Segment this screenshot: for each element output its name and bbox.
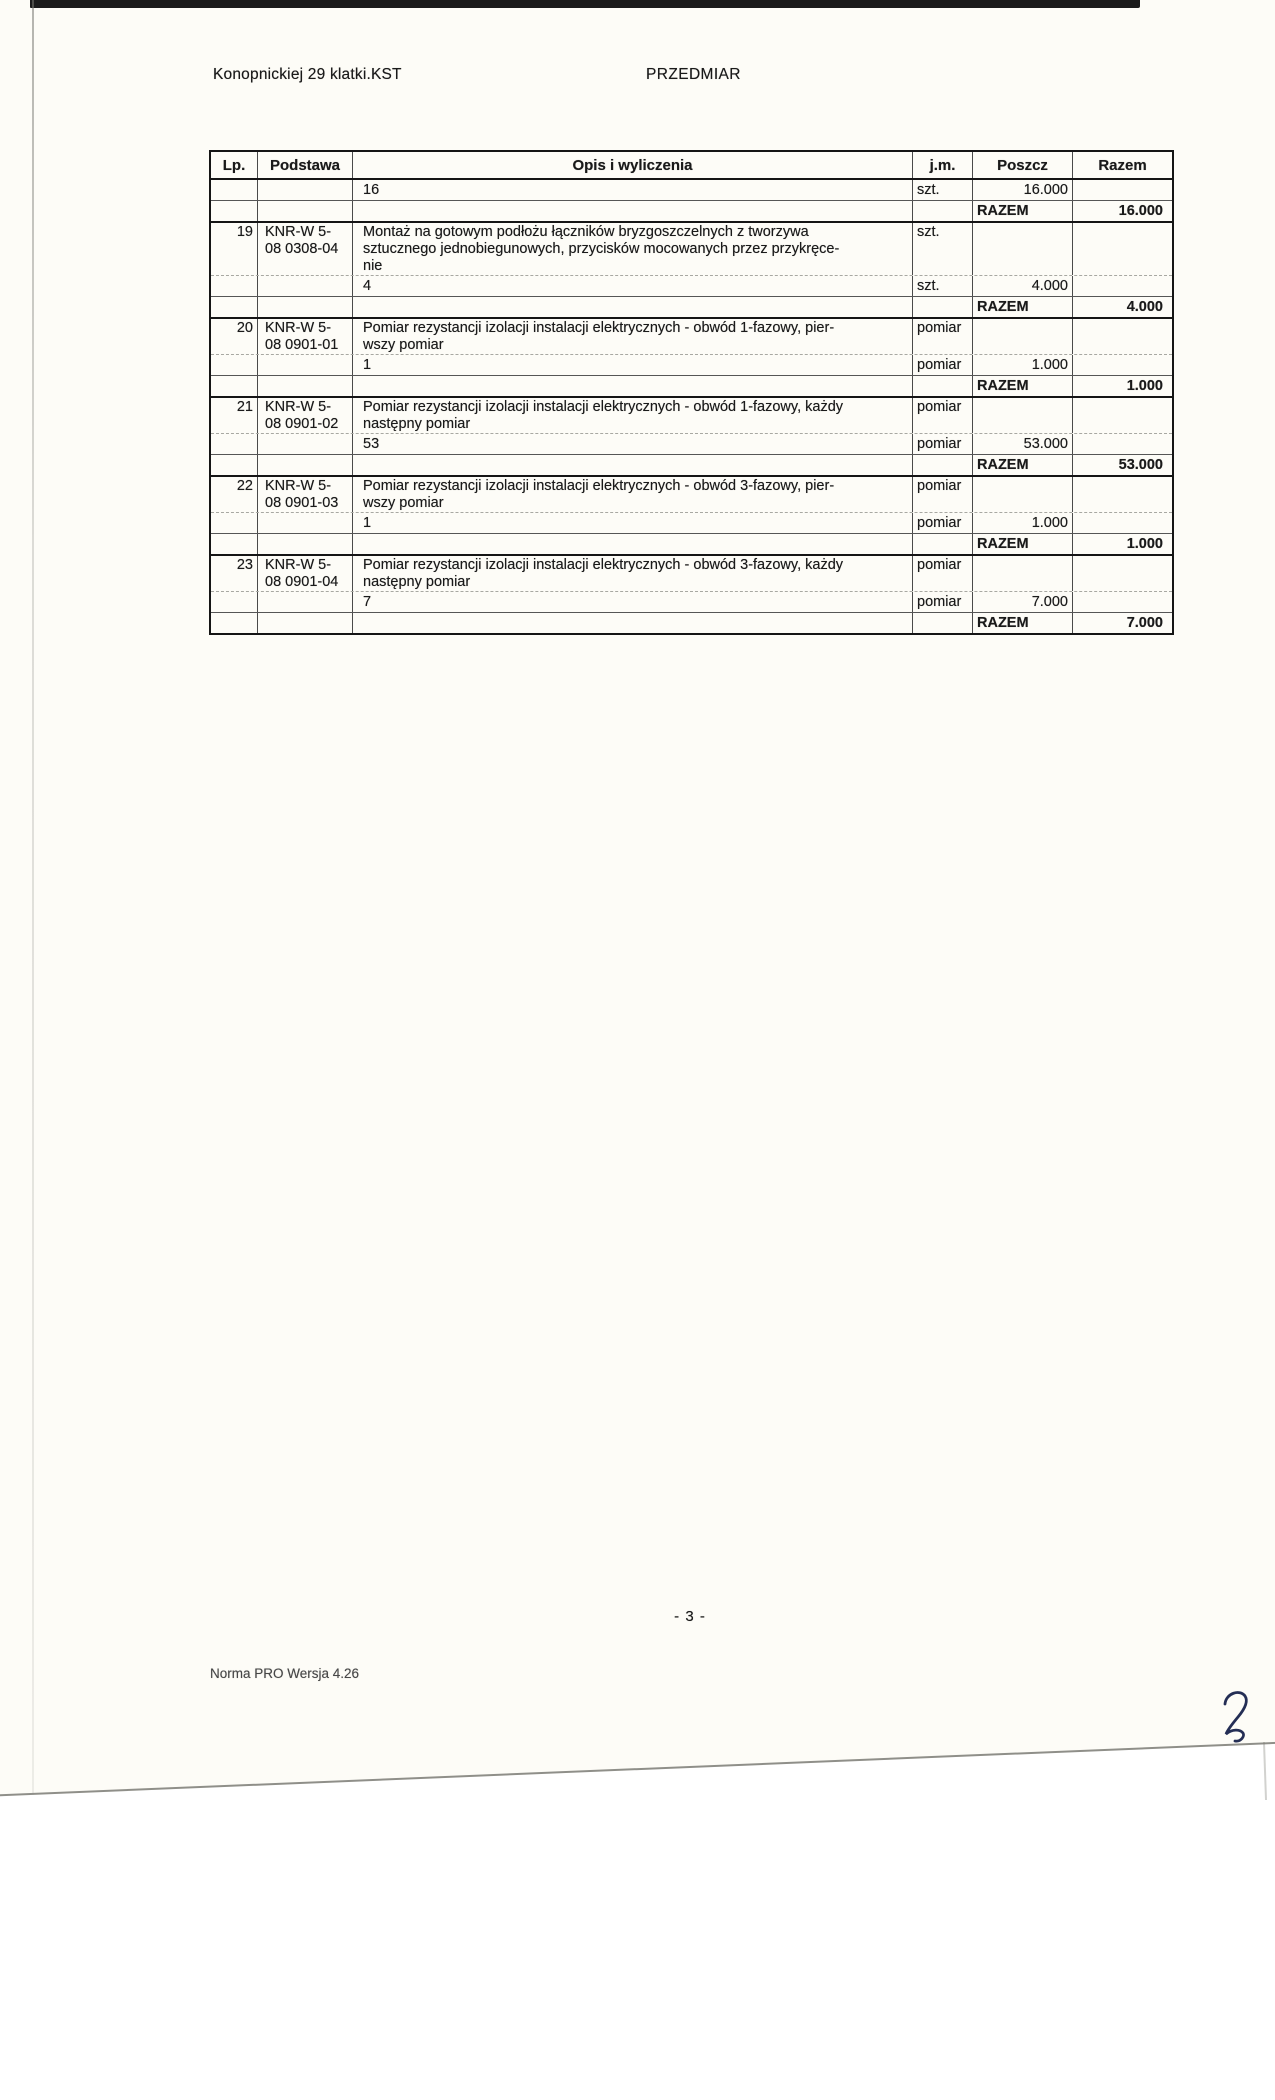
poszcz-cell: [973, 477, 1073, 512]
poszcz-value-cell: 53.000: [973, 434, 1073, 454]
page-number: - 3 -: [674, 1608, 706, 1625]
poszcz-cell: [973, 398, 1073, 433]
razem-label-cell: RAZEM: [973, 534, 1073, 554]
razem-cell: [1073, 180, 1172, 200]
text-line: nie: [363, 258, 383, 274]
column-header-lp: Lp.: [211, 152, 258, 178]
calc-expression-cell: 7: [353, 592, 913, 612]
razem-cell: [1073, 398, 1172, 433]
podstawa-cell: [258, 434, 353, 454]
przedmiar-table: [209, 150, 1174, 635]
lp-cell: [211, 455, 258, 475]
lp-cell: [211, 355, 258, 375]
lp-cell: [211, 398, 258, 433]
text-line: KNR-W 5-: [265, 557, 332, 573]
poszcz-cell: [973, 223, 1073, 275]
text-line: 08 0901-03: [265, 495, 339, 511]
unit-cell: [913, 201, 973, 221]
column-header-poszcz: Poszcz: [973, 152, 1073, 178]
unit-cell: pomiar: [913, 513, 973, 533]
text-line: pomiar: [917, 557, 962, 573]
razem-label-cell: RAZEM: [973, 376, 1073, 396]
description-cell: [353, 455, 913, 475]
description-cell: [353, 398, 913, 433]
document-type-heading: PRZEDMIAR: [646, 66, 741, 83]
poszcz-value-cell: 7.000: [973, 592, 1073, 612]
position-description-row: [211, 556, 1172, 591]
text-line: Pomiar rezystancji izolacji instalacji elektrycznych - obwód 1-fazowy, każdy: [363, 399, 844, 415]
scan-left-edge-artifact: [32, 0, 34, 1795]
razem-cell: [1073, 556, 1172, 591]
position-description-row: [211, 223, 1172, 275]
razem-cell: [1073, 319, 1172, 354]
razem-cell: [1073, 477, 1172, 512]
podstawa-cell: [258, 297, 353, 317]
calculation-row: [211, 433, 1172, 455]
podstawa-cell: [258, 223, 353, 275]
text-line: 21: [236, 399, 253, 415]
razem-cell: [1073, 355, 1172, 375]
text-line: KNR-W 5-: [265, 399, 332, 415]
razem-row: [211, 201, 1172, 223]
unit-cell: pomiar: [913, 592, 973, 612]
poszcz-value-cell: 16.000: [973, 180, 1073, 200]
unit-cell: [913, 376, 973, 396]
podstawa-cell: [258, 180, 353, 200]
column-header-opis: Opis i wyliczenia: [353, 152, 913, 178]
lp-cell: [211, 613, 258, 633]
lp-cell: [211, 297, 258, 317]
calculation-row: [211, 180, 1172, 201]
unit-cell: szt.: [913, 180, 973, 200]
lp-cell: [211, 376, 258, 396]
text-line: Pomiar rezystancji izolacji instalacji elektrycznych - obwód 3-fazowy, pier-: [363, 478, 835, 494]
unit-cell: [913, 556, 973, 591]
podstawa-cell: [258, 455, 353, 475]
unit-cell: [913, 613, 973, 633]
unit-cell: [913, 477, 973, 512]
razem-value-cell: 1.000: [1126, 378, 1163, 394]
unit-cell: [913, 297, 973, 317]
calc-expression-cell: 53: [353, 434, 913, 454]
text-line: pomiar: [917, 320, 962, 336]
unit-cell: [913, 398, 973, 433]
description-cell: [353, 556, 913, 591]
text-line: 19: [236, 224, 253, 240]
description-cell: [353, 613, 913, 633]
razem-value-cell: 53.000: [1118, 457, 1163, 473]
razem-cell: [1073, 592, 1172, 612]
lp-cell: [211, 180, 258, 200]
podstawa-cell: [258, 613, 353, 633]
text-line: Pomiar rezystancji izolacji instalacji elektrycznych - obwód 3-fazowy, każdy: [363, 557, 844, 573]
poszcz-value-cell: 4.000: [973, 276, 1073, 296]
razem-row: [211, 297, 1172, 319]
unit-cell: [913, 319, 973, 354]
text-line: pomiar: [917, 478, 962, 494]
podstawa-cell: [258, 556, 353, 591]
table-header-row: [211, 152, 1172, 180]
poszcz-value-cell: 1.000: [973, 355, 1073, 375]
razem-value-cell: 4.000: [1126, 299, 1163, 315]
text-line: 08 0308-04: [265, 241, 339, 257]
calc-expression-cell: 1: [353, 355, 913, 375]
description-cell: [353, 319, 913, 354]
lp-cell: [211, 201, 258, 221]
description-cell: [353, 477, 913, 512]
razem-row: [211, 534, 1172, 556]
scan-top-edge-artifact: [30, 0, 1140, 8]
razem-row: [211, 376, 1172, 398]
lp-cell: [211, 556, 258, 591]
text-line: szt.: [917, 224, 940, 240]
razem-value-cell: 16.000: [1118, 203, 1163, 219]
razem-label-cell: RAZEM: [973, 455, 1073, 475]
lp-cell: [211, 319, 258, 354]
podstawa-cell: [258, 355, 353, 375]
handwritten-page-mark: [1218, 1688, 1258, 1746]
text-line: 08 0901-02: [265, 416, 339, 432]
calculation-row: [211, 275, 1172, 297]
unit-cell: [913, 534, 973, 554]
description-cell: [353, 376, 913, 396]
text-line: pomiar: [917, 399, 962, 415]
poszcz-cell: [973, 556, 1073, 591]
text-line: 20: [236, 320, 253, 336]
description-cell: [353, 534, 913, 554]
position-description-row: [211, 477, 1172, 512]
razem-cell: [1073, 276, 1172, 296]
razem-label-cell: RAZEM: [973, 297, 1073, 317]
calculation-row: [211, 591, 1172, 613]
text-line: 23: [236, 557, 253, 573]
text-line: KNR-W 5-: [265, 224, 332, 240]
lp-cell: [211, 276, 258, 296]
text-line: wszy pomiar: [363, 337, 444, 353]
text-line: sztucznego jednobiegunowych, przycisków mocowanych przez przykręce-: [363, 241, 840, 257]
podstawa-cell: [258, 534, 353, 554]
podstawa-cell: [258, 513, 353, 533]
unit-cell: pomiar: [913, 434, 973, 454]
lp-cell: [211, 477, 258, 512]
podstawa-cell: [258, 376, 353, 396]
description-cell: [353, 297, 913, 317]
description-cell: [353, 223, 913, 275]
text-line: 08 0901-04: [265, 574, 339, 590]
razem-value-cell: 1.000: [1126, 536, 1163, 552]
document-title: Konopnickiej 29 klatki.KST: [213, 66, 402, 83]
unit-cell: [913, 223, 973, 275]
column-header-jm: j.m.: [913, 152, 973, 178]
podstawa-cell: [258, 276, 353, 296]
lp-cell: [211, 434, 258, 454]
lp-cell: [211, 513, 258, 533]
poszcz-value-cell: 1.000: [973, 513, 1073, 533]
lp-cell: [211, 592, 258, 612]
footer-software-version: Norma PRO Wersja 4.26: [210, 1666, 360, 1681]
razem-row: [211, 455, 1172, 477]
calc-expression-cell: 16: [353, 180, 913, 200]
calculation-row: [211, 354, 1172, 376]
text-line: KNR-W 5-: [265, 478, 332, 494]
lp-cell: [211, 534, 258, 554]
text-line: Pomiar rezystancji izolacji instalacji elektrycznych - obwód 1-fazowy, pier-: [363, 320, 835, 336]
calculation-row: [211, 512, 1172, 534]
position-description-row: [211, 398, 1172, 433]
unit-cell: pomiar: [913, 355, 973, 375]
description-cell: [353, 201, 913, 221]
text-line: 08 0901-01: [265, 337, 339, 353]
text-line: następny pomiar: [363, 574, 471, 590]
podstawa-cell: [258, 477, 353, 512]
calc-expression-cell: 1: [353, 513, 913, 533]
column-header-podstawa: Podstawa: [258, 152, 353, 178]
position-description-row: [211, 319, 1172, 354]
text-line: następny pomiar: [363, 416, 471, 432]
text-line: KNR-W 5-: [265, 320, 332, 336]
poszcz-cell: [973, 319, 1073, 354]
podstawa-cell: [258, 592, 353, 612]
unit-cell: szt.: [913, 276, 973, 296]
podstawa-cell: [258, 319, 353, 354]
razem-label-cell: RAZEM: [973, 613, 1073, 633]
razem-cell: [1073, 223, 1172, 275]
text-line: wszy pomiar: [363, 495, 444, 511]
razem-row: [211, 613, 1172, 633]
razem-cell: [1073, 434, 1172, 454]
column-header-razem: Razem: [1098, 156, 1147, 174]
text-line: Montaż na gotowym podłożu łączników bryzgoszczelnych z tworzywa: [363, 224, 809, 240]
podstawa-cell: [258, 201, 353, 221]
text-line: 22: [236, 478, 253, 494]
razem-value-cell: 7.000: [1126, 615, 1163, 631]
podstawa-cell: [258, 398, 353, 433]
lp-cell: [211, 223, 258, 275]
calc-expression-cell: 4: [353, 276, 913, 296]
unit-cell: [913, 455, 973, 475]
razem-label-cell: RAZEM: [973, 201, 1073, 221]
razem-cell: [1073, 513, 1172, 533]
